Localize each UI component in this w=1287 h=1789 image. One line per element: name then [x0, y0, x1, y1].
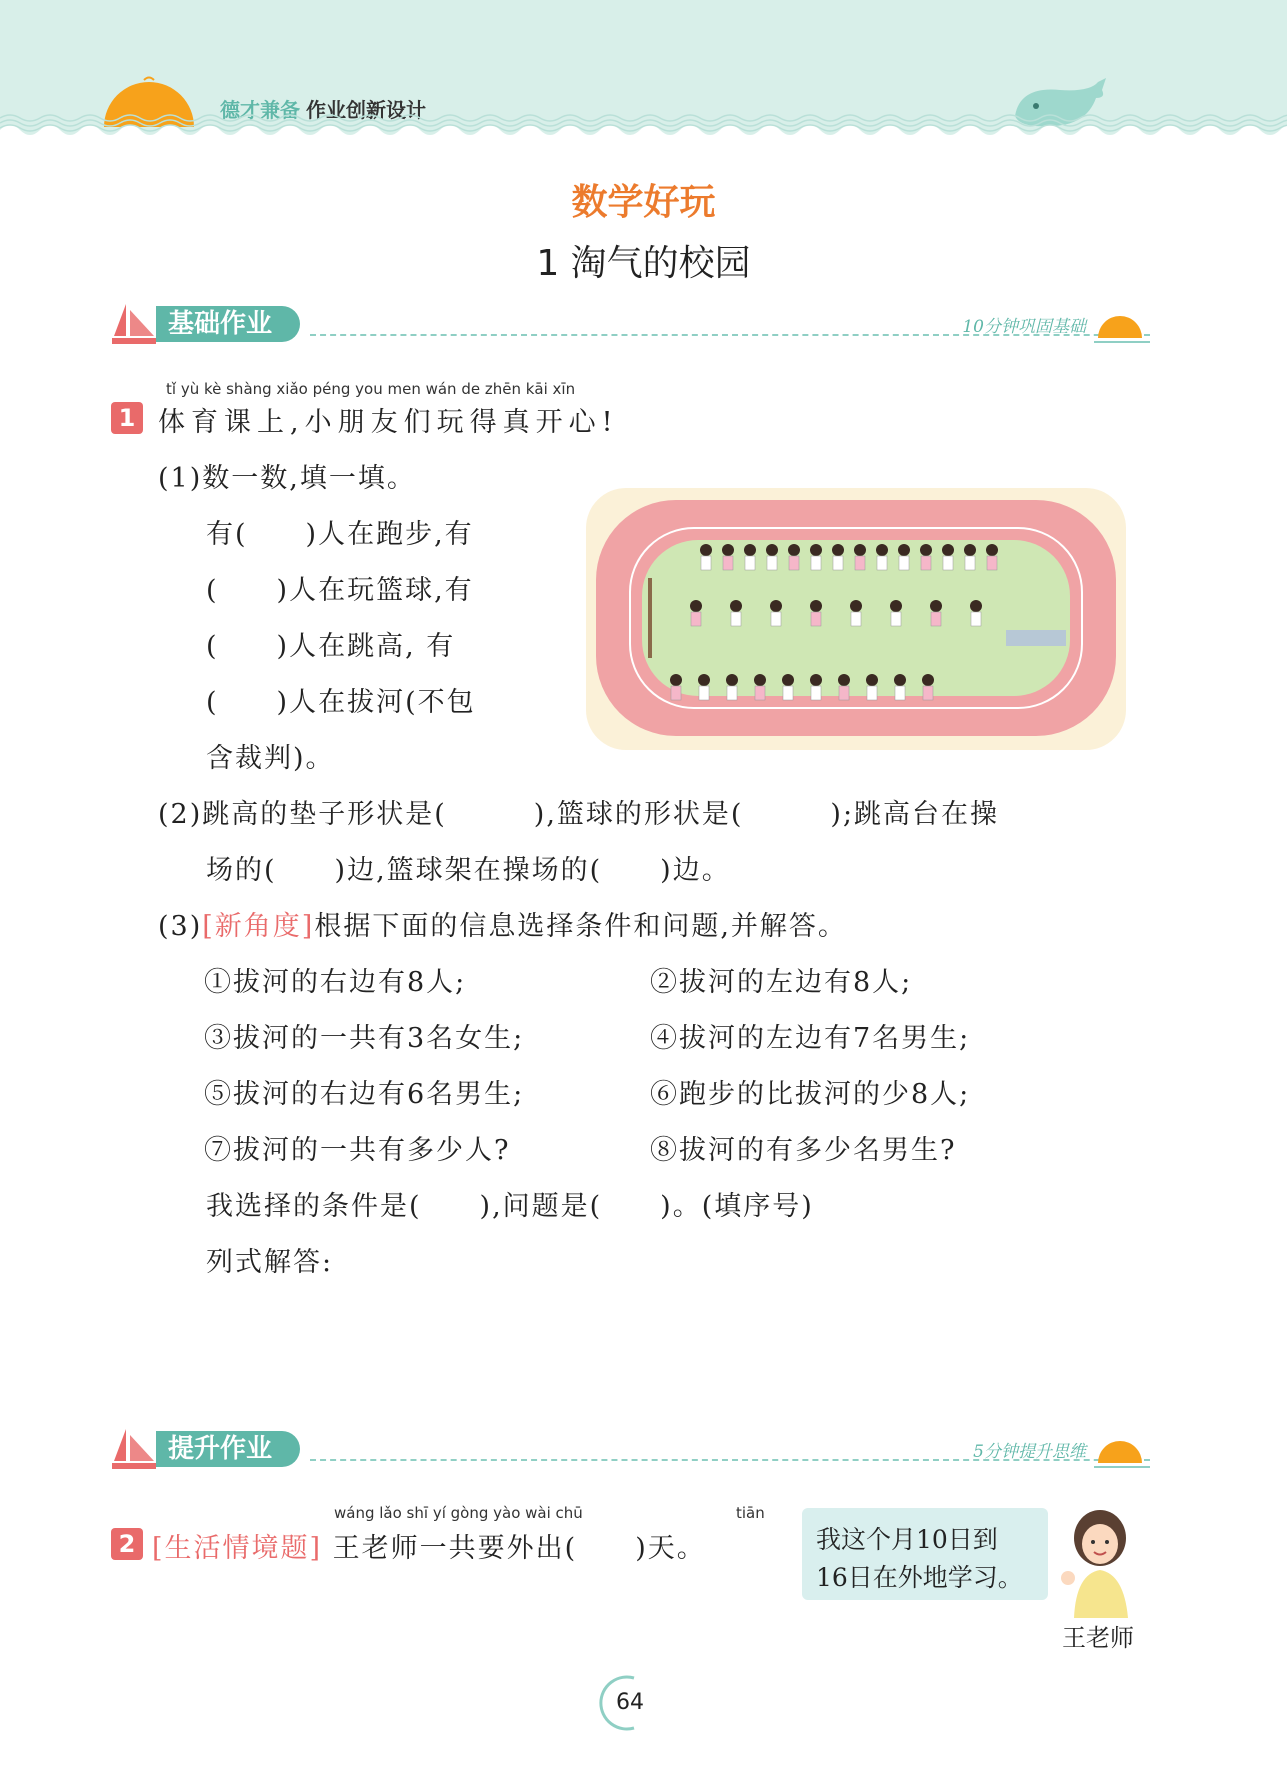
q1-part2-line2: 场的( )边,篮球架在操场的( )边。 — [206, 855, 731, 886]
condition-item: ⑤拔河的右边有6名男生; — [204, 1079, 525, 1110]
q2-pinyin: wáng lǎo shī yí gòng yào wài chū — [334, 1504, 583, 1522]
child-figure — [811, 612, 821, 626]
sailboat-icon — [110, 300, 158, 348]
child-figure — [788, 544, 800, 556]
child-figure — [722, 544, 734, 556]
child-figure — [850, 600, 862, 612]
q2-line — [152, 1526, 706, 1565]
section-tagline-basic: 10分钟巩固基础 — [962, 317, 1086, 337]
child-figure — [867, 686, 877, 700]
child-figure — [895, 686, 905, 700]
child-figure — [943, 556, 953, 570]
q1-part2-line1: (2)跳高的垫子形状是( ),篮球的形状是( );跳高台在操 — [158, 799, 1000, 830]
q1-part1-lead: (1)数一数,填一填。 — [158, 463, 416, 494]
playground-illustration — [586, 488, 1126, 750]
section-label-advanced: 提升作业 — [156, 1431, 300, 1467]
child-figure — [987, 556, 997, 570]
child-figure — [771, 612, 781, 626]
q2-pinyin-tian: tiān — [736, 1504, 765, 1522]
mini-sun-icon — [1094, 308, 1150, 348]
child-figure — [920, 544, 932, 556]
child-figure — [811, 686, 821, 700]
child-figure — [811, 556, 821, 570]
child-figure — [971, 612, 981, 626]
q1-part1-line: ( )人在拔河(不包 — [206, 687, 476, 718]
child-figure — [851, 612, 861, 626]
bubble-line: 我这个月10日到 — [816, 1525, 998, 1554]
solve-label: 列式解答: — [206, 1247, 334, 1278]
child-figure — [970, 600, 982, 612]
child-figure — [770, 600, 782, 612]
unit-title: 数学好玩 — [571, 182, 716, 223]
child-figure — [921, 556, 931, 570]
child-figure — [745, 556, 755, 570]
child-figure — [726, 674, 738, 686]
child-figure — [727, 686, 737, 700]
q1-part1-line: ( )人在跳高, 有 — [206, 631, 456, 662]
child-figure — [782, 674, 794, 686]
child-figure — [866, 674, 878, 686]
question-number: 1 — [111, 402, 143, 434]
condition-item: ②拔河的左边有8人; — [650, 967, 913, 998]
section-tagline-advanced: 5分钟提升思维 — [973, 1442, 1086, 1462]
child-figure — [854, 544, 866, 556]
child-figure — [789, 556, 799, 570]
child-figure — [810, 674, 822, 686]
child-figure — [730, 600, 742, 612]
child-figure — [700, 544, 712, 556]
q1-title: 体育课上,小朋友们玩得真开心! — [158, 407, 619, 438]
q1-part3-line — [158, 904, 847, 943]
child-figure — [839, 686, 849, 700]
child-figure — [855, 556, 865, 570]
series-text: 作业创新设计 — [306, 98, 426, 122]
section-bar-basic — [110, 300, 1150, 350]
bubble-line: 16日在外地学习。 — [816, 1563, 1023, 1592]
child-figure — [698, 674, 710, 686]
q1-part1-line: 含裁判)。 — [206, 743, 335, 774]
condition-item: ⑧拔河的有多少名男生? — [650, 1135, 957, 1166]
child-figure — [731, 612, 741, 626]
child-figure — [767, 556, 777, 570]
child-figure — [783, 686, 793, 700]
section-bar-advanced — [110, 1425, 1150, 1475]
condition-item: ⑥跑步的比拔河的少8人; — [650, 1079, 971, 1110]
condition-item: ④拔河的左边有7名男生; — [650, 1023, 971, 1054]
q1-part3-text: 根据下面的信息选择条件和问题,并解答。 — [314, 911, 847, 942]
child-figure — [690, 600, 702, 612]
child-figure — [876, 544, 888, 556]
lesson-title: 1 淘气的校园 — [536, 243, 751, 284]
child-figure — [810, 544, 822, 556]
child-figure — [766, 544, 778, 556]
life-scene-tag: [生活情境题] — [152, 1533, 323, 1564]
child-figure — [744, 544, 756, 556]
child-figure — [838, 674, 850, 686]
child-figure — [899, 556, 909, 570]
condition-item: ⑦拔河的一共有多少人? — [204, 1135, 511, 1166]
teacher-avatar — [1056, 1508, 1140, 1618]
q1-part1-line: ( )人在玩篮球,有 — [206, 575, 474, 606]
q1-part3-prefix: (3) — [158, 911, 203, 942]
child-figure — [942, 544, 954, 556]
sailboat-icon — [110, 1425, 158, 1473]
child-figure — [898, 544, 910, 556]
question-number: 2 — [111, 1528, 143, 1560]
brand-text: 德才兼备 — [220, 98, 300, 122]
child-figure — [877, 556, 887, 570]
condition-item: ③拔河的一共有3名女生; — [204, 1023, 525, 1054]
q1-pinyin: tǐ yù kè shàng xiǎo péng you men wán de zhēn kāi xīn — [166, 380, 576, 398]
child-figure — [986, 544, 998, 556]
child-figure — [755, 686, 765, 700]
child-figure — [810, 600, 822, 612]
new-angle-tag: [新角度] — [202, 911, 315, 942]
child-figure — [930, 600, 942, 612]
child-figure — [964, 544, 976, 556]
child-figure — [754, 674, 766, 686]
child-figure — [894, 674, 906, 686]
choose-line: 我选择的条件是( ),问题是( )。(填序号) — [206, 1191, 814, 1222]
q1-part1-line: 有( )人在跑步,有 — [206, 519, 474, 550]
child-figure — [670, 674, 682, 686]
child-figure — [890, 600, 902, 612]
child-figure — [833, 556, 843, 570]
teacher-name: 王老师 — [1062, 1624, 1134, 1652]
child-figure — [691, 612, 701, 626]
wave-border — [0, 110, 1287, 155]
page-header — [0, 0, 1287, 150]
child-figure — [923, 686, 933, 700]
speech-bubble — [802, 1508, 1048, 1600]
condition-item: ①拔河的右边有8人; — [204, 967, 467, 998]
child-figure — [832, 544, 844, 556]
child-figure — [699, 686, 709, 700]
child-figure — [931, 612, 941, 626]
q2-text: 王老师一共要外出( )天。 — [332, 1533, 706, 1564]
child-figure — [965, 556, 975, 570]
section-label-basic: 基础作业 — [156, 306, 300, 342]
child-figure — [891, 612, 901, 626]
child-figure — [671, 686, 681, 700]
child-figure — [701, 556, 711, 570]
child-figure — [723, 556, 733, 570]
page-number: 64 — [616, 1690, 644, 1715]
mini-sun-icon — [1094, 1433, 1150, 1473]
child-figure — [922, 674, 934, 686]
